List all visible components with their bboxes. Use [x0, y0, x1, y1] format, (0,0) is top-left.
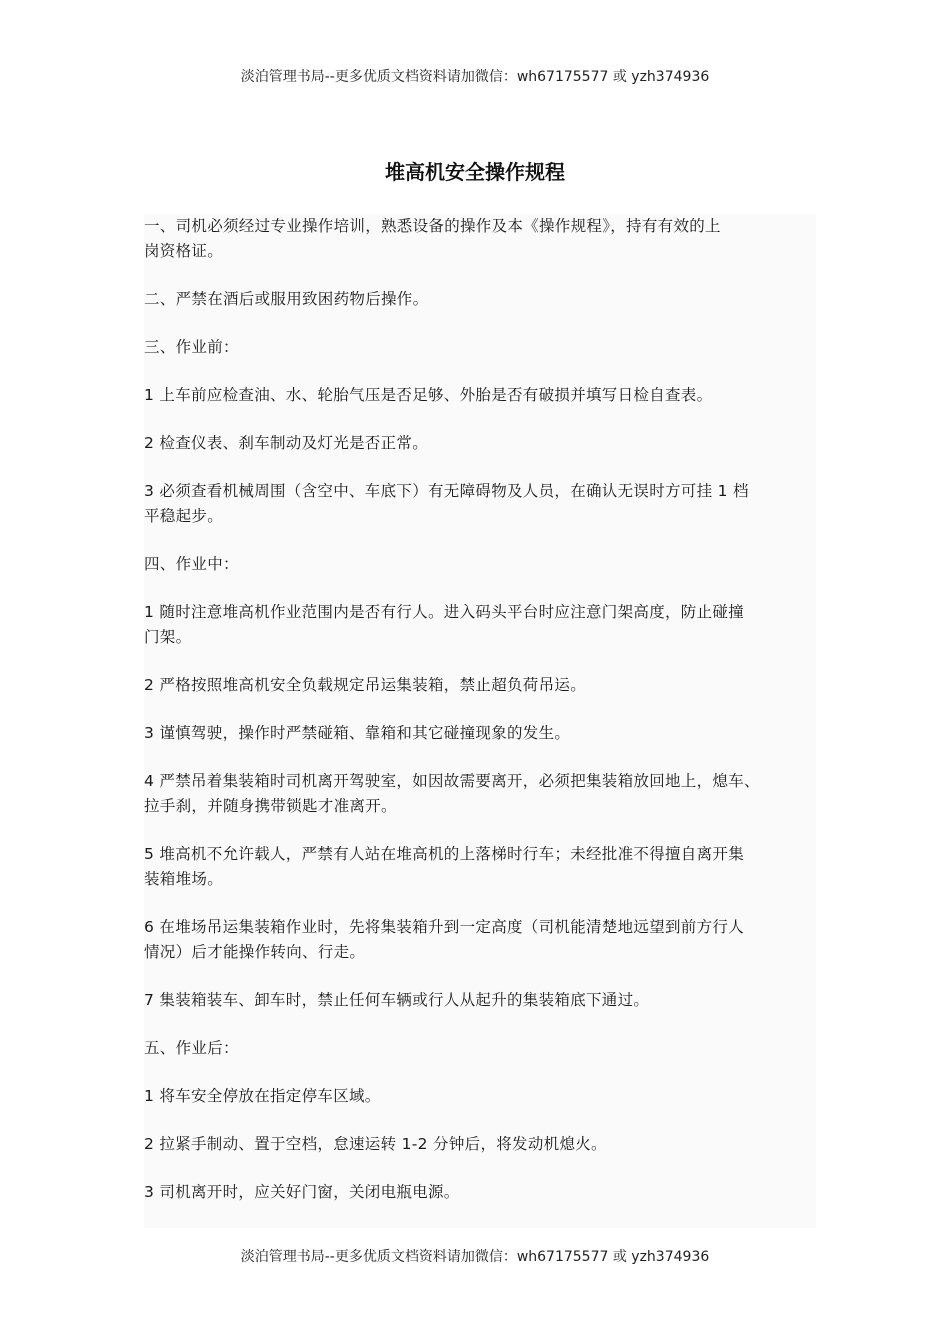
paragraph-line: 2 严格按照堆高机安全负载规定吊运集装箱，禁止超负荷吊运。: [144, 676, 586, 694]
section-heading-before-work: [144, 335, 816, 360]
paragraph-line: 1 上车前应检查油、水、轮胎气压是否足够、外胎是否有破损并填写日检自查表。: [144, 386, 713, 404]
paragraph-line: 装箱堆场。: [144, 870, 224, 888]
paragraph-line: 1 将车安全停放在指定停车区域。: [144, 1087, 381, 1105]
paragraph-during-3: [144, 721, 816, 746]
paragraph-line: 2 检查仪表、刹车制动及灯光是否正常。: [144, 434, 428, 452]
paragraph-line: 3 司机离开时，应关好门窗，关闭电瓶电源。: [144, 1183, 460, 1201]
paragraph-line: 4 严禁吊着集装箱时司机离开驾驶室，如因故需要离开，必须把集装箱放回地上，熄车、: [144, 772, 760, 790]
paragraph-before-2: [144, 431, 816, 456]
paragraph-line: 二、严禁在酒后或服用致困药物后操作。: [144, 290, 429, 308]
paragraph-during-2: [144, 673, 816, 698]
page-header: 淡泊管理书局--更多优质文档资料请加微信：wh67175577 或 yzh374936: [240, 69, 710, 85]
paragraph-line: 一、司机必须经过专业操作培训，熟悉设备的操作及本《操作规程》，持有有效的上: [144, 217, 721, 235]
paragraph-after-1: [144, 1084, 816, 1109]
paragraph-line: 5 堆高机不允许载人，严禁有人站在堆高机的上落梯时行车；未经批准不得擅自离开集: [144, 845, 744, 863]
paragraph-line: 门架。: [144, 628, 192, 646]
paragraph-line: 岗资格证。: [144, 242, 224, 260]
document-title: 堆高机安全操作规程: [385, 160, 565, 184]
paragraph-during-5: [144, 842, 816, 892]
paragraph-line: 6 在堆场吊运集装箱作业时，先将集装箱升到一定高度（司机能清楚地远望到前方行人: [144, 918, 744, 936]
paragraph-line: 四、作业中：: [144, 555, 239, 573]
paragraph-line: 平稳起步。: [144, 507, 224, 525]
section-heading-after-work: [144, 1036, 816, 1061]
paragraph-during-7: [144, 988, 816, 1013]
paragraph-before-3: [144, 479, 816, 529]
paragraph-line: 1 随时注意堆高机作业范围内是否有行人。进入码头平台时应注意门架高度，防止碰撞: [144, 603, 744, 621]
paragraph-1: [144, 214, 816, 264]
document-body: [144, 214, 816, 1228]
paragraph-during-1: [144, 600, 816, 650]
paragraph-line: 五、作业后：: [144, 1039, 239, 1057]
section-heading-during-work: [144, 552, 816, 577]
paragraph-line: 三、作业前：: [144, 338, 239, 356]
paragraph-2: [144, 287, 816, 312]
paragraph-line: 2 拉紧手制动、置于空档，怠速运转 1-2 分钟后，将发动机熄火。: [144, 1135, 607, 1153]
paragraph-line: 3 谨慎驾驶，操作时严禁碰箱、靠箱和其它碰撞现象的发生。: [144, 724, 571, 742]
page-footer: 淡泊管理书局--更多优质文档资料请加微信：wh67175577 或 yzh374936: [240, 1249, 710, 1265]
paragraph-line: 7 集装箱装车、卸车时，禁止任何车辆或行人从起升的集装箱底下通过。: [144, 991, 650, 1009]
paragraph-line: 情况）后才能操作转向、行走。: [144, 943, 366, 961]
paragraph-after-3: [144, 1180, 816, 1205]
paragraph-during-4: [144, 769, 816, 819]
paragraph-during-6: [144, 915, 816, 965]
paragraph-line: 拉手刹，并随身携带锁匙才准离开。: [144, 797, 397, 815]
paragraph-after-2: [144, 1132, 816, 1157]
paragraph-line: 3 必须查看机械周围（含空中、车底下）有无障碍物及人员，在确认无误时方可挂 1 档: [144, 482, 749, 500]
paragraph-before-1: [144, 383, 816, 408]
